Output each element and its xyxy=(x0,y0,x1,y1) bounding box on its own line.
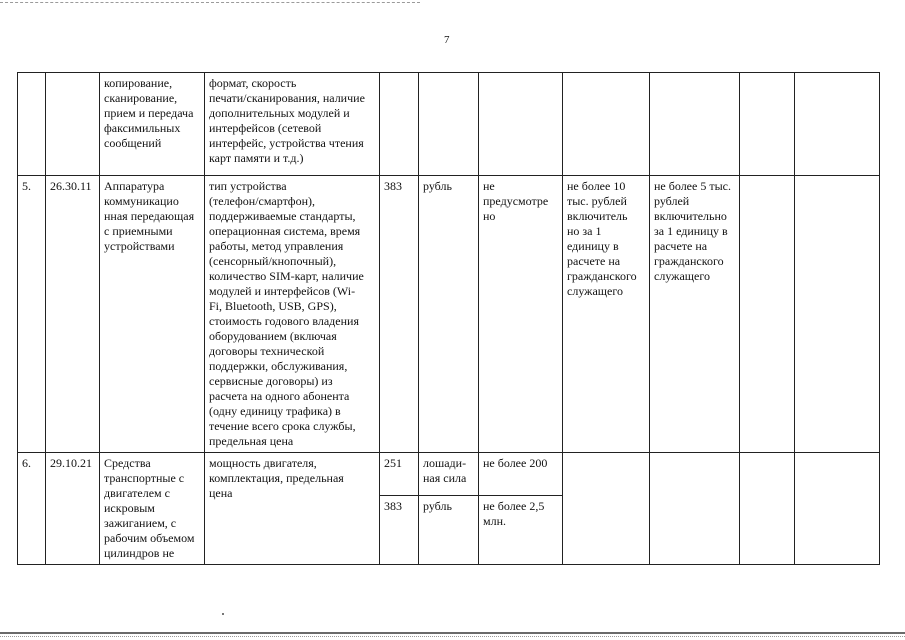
cell-col-10 xyxy=(740,73,795,176)
cell-number: 5. xyxy=(18,176,46,453)
cell-value-approved: не более 2,5 млн. xyxy=(479,496,563,565)
cell-number: 6. xyxy=(18,453,46,565)
scan-top-edge-line xyxy=(0,2,420,3)
cell-value-group-2: не более 5 тыс. рублей включительно за 1 единицу в расчете на гражданского служащего xyxy=(650,176,740,453)
cell-okpd-code xyxy=(46,73,100,176)
cell-col-11 xyxy=(795,73,880,176)
cell-value-group-2 xyxy=(650,73,740,176)
scan-bottom-edge-line xyxy=(0,632,905,634)
table-row xyxy=(18,73,880,176)
cell-unit: лошади- ная сила xyxy=(419,453,479,496)
page-number: 7 xyxy=(444,34,450,46)
cell-item-name: Средства транспортные с двигателем с искровым зажиганием, с рабочим объемом цилиндров не xyxy=(100,453,205,565)
cell-okei-code: 383 xyxy=(380,496,419,565)
cell-number xyxy=(18,73,46,176)
cell-okei-code xyxy=(380,73,419,176)
cell-okpd-code: 26.30.11 xyxy=(46,176,100,453)
cell-value-group-1 xyxy=(563,73,650,176)
cell-item-name: копирование, сканирование, прием и передача факсимильных сообщений xyxy=(100,73,205,176)
cell-unit xyxy=(419,73,479,176)
requirements-table xyxy=(17,72,880,565)
table-row xyxy=(18,176,880,453)
scan-bottom-edge-dotted-line xyxy=(0,636,905,637)
cell-value-group-1: не более 10 тыс. рублей включитель но за 1 единицу в расчете на гражданского служащего xyxy=(563,176,650,453)
cell-okei-code: 251 xyxy=(380,453,419,496)
cell-characteristics: тип устройства (телефон/смартфон), поддерживаемые стандарты, операционная система, время работы, метод управления (сенсорный/кнопочный), количество SIM-карт, наличие модулей и интерфейсов (Wi- Fi, Bluetooth, USB, GPS), стоимость годового владения оборудованием (включая договоры технической поддержки, обслуживания, сервисные договоры) из расчета на одного абонента (одну единицу трафика) в течение всего срока службы, предельная цена xyxy=(205,176,380,453)
cell-unit: рубль xyxy=(419,496,479,565)
cell-okpd-code: 29.10.21 xyxy=(46,453,100,565)
table-row xyxy=(18,453,880,496)
cell-value-approved: не предусмотре но xyxy=(479,176,563,453)
cell-value-group-2 xyxy=(650,453,740,565)
cell-characteristics: мощность двигателя, комплектация, предельная цена xyxy=(205,453,380,565)
cell-col-11 xyxy=(795,453,880,565)
cell-value-approved xyxy=(479,73,563,176)
cell-value-group-1 xyxy=(563,453,650,565)
cell-item-name: Аппаратура коммуникацио нная передающая с приемными устройствами xyxy=(100,176,205,453)
cell-okei-code: 383 xyxy=(380,176,419,453)
cell-col-10 xyxy=(740,176,795,453)
cell-col-11 xyxy=(795,176,880,453)
cell-col-10 xyxy=(740,453,795,565)
scan-speck xyxy=(222,613,224,615)
cell-unit: рубль xyxy=(419,176,479,453)
cell-characteristics: формат, скорость печати/сканирования, наличие дополнительных модулей и интерфейсов (сетевой интерфейс, устройства чтения карт памяти и т.д.) xyxy=(205,73,380,176)
cell-value-approved: не более 200 xyxy=(479,453,563,496)
